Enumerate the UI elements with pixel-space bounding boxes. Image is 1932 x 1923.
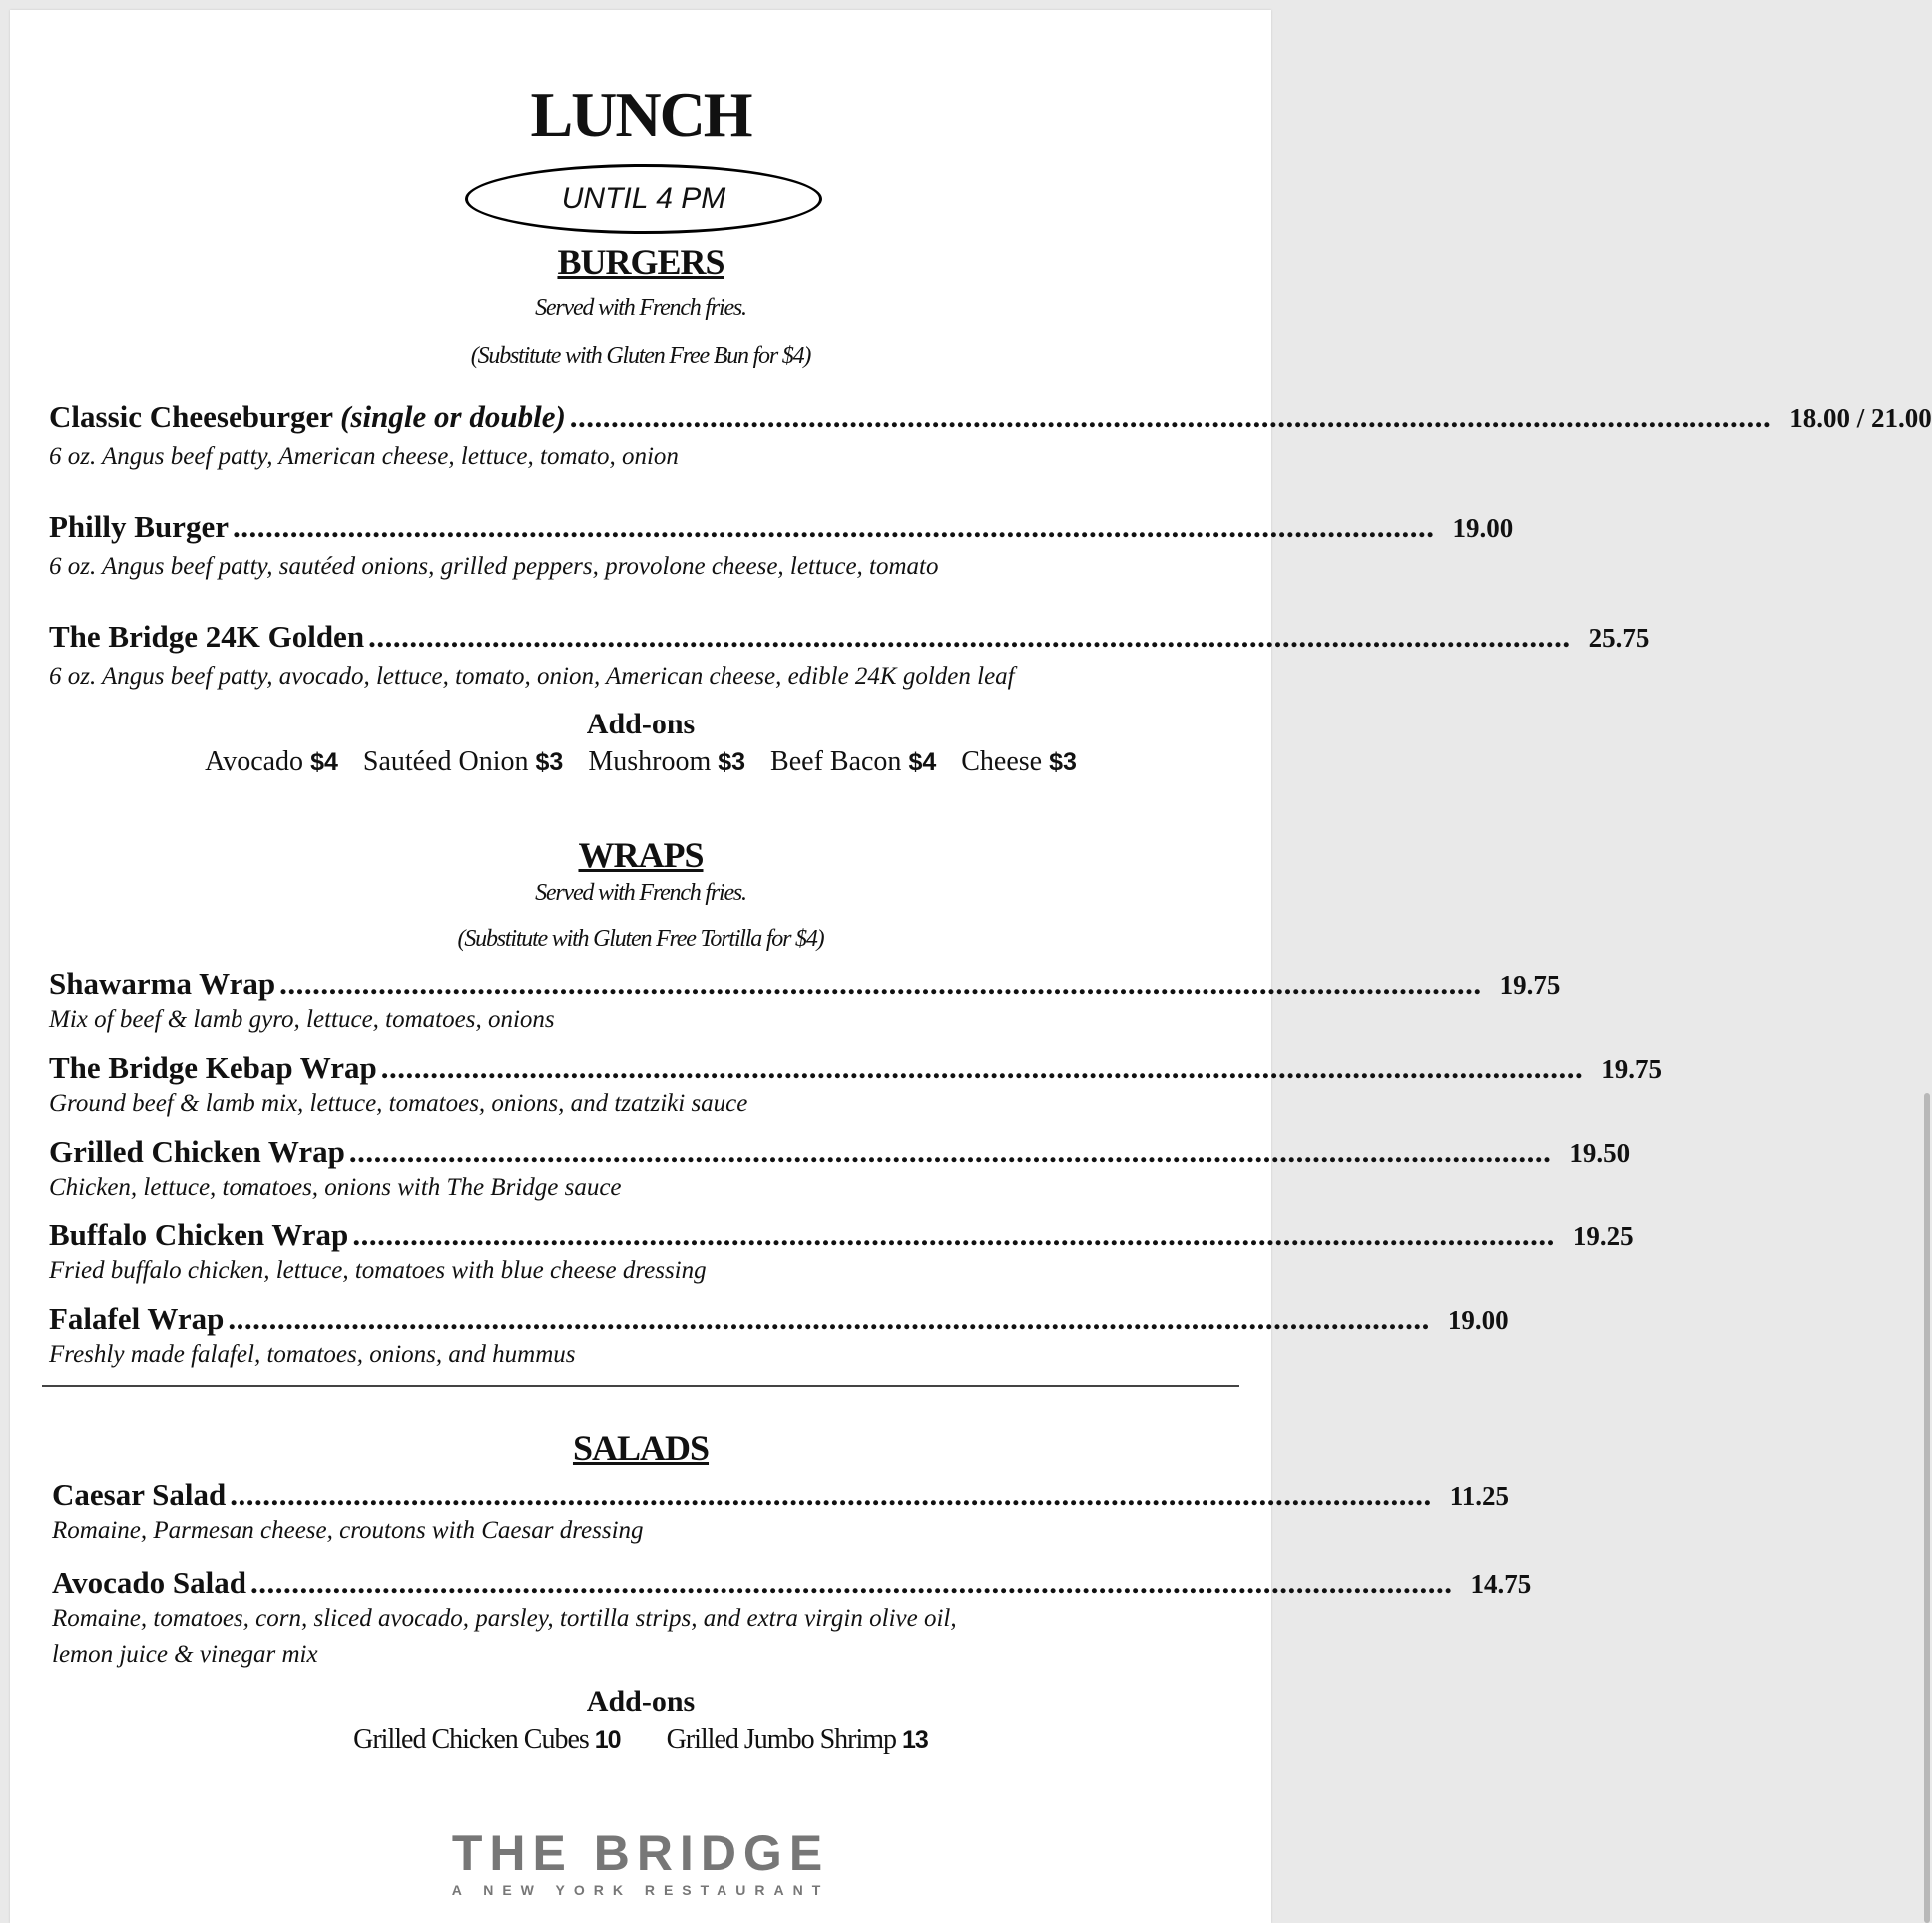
leader-dots: .................................................................................................................................................. — [368, 619, 1571, 654]
leader-dots: .................................................................................................................................................. — [279, 966, 1482, 1001]
page-title: LUNCH — [530, 79, 751, 150]
salads-addons-heading: Add-ons — [586, 1685, 696, 1718]
leader-dots: .................................................................................................................................................. — [569, 399, 1772, 434]
item-price: 11.25 — [1449, 1481, 1510, 1511]
salads-addons-list — [10, 1724, 1271, 1756]
leader-dots: .................................................................................................................................................. — [232, 509, 1435, 544]
burgers-addons-list — [10, 746, 1271, 778]
item-description: Chicken, lettuce, tomatoes, onions with The Bridge sauce — [49, 1174, 622, 1201]
wraps-heading: WRAPS — [578, 835, 704, 875]
item-description: 6 oz. Angus beef patty, avocado, lettuce, tomato, onion, American cheese, edible 24K golden leaf — [49, 663, 1015, 690]
salads-heading: SALADS — [572, 1428, 710, 1468]
item-price: 19.00 — [1452, 513, 1514, 543]
item-description: Romaine, Parmesan cheese, croutons with Caesar dressing — [52, 1517, 644, 1544]
item-description: Romaine, tomatoes, corn, sliced avocado, parsley, tortilla strips, and extra virgin olive oil, — [52, 1605, 957, 1632]
item-price: 14.75 — [1470, 1569, 1532, 1599]
item-price: 19.25 — [1572, 1221, 1634, 1251]
leader-dots: .................................................................................................................................................. — [352, 1217, 1555, 1252]
item-description: Fried buffalo chicken, lettuce, tomatoes with blue cheese dressing — [49, 1257, 707, 1284]
item-name: Shawarma Wrap — [49, 966, 276, 1001]
addon-name: Grilled Jumbo Shrimp — [666, 1724, 897, 1755]
wraps-note-gluten-free: (Substitute with Gluten Free Tortilla for $4) — [457, 926, 824, 952]
addon-name: Beef Bacon — [770, 746, 902, 777]
item-description: Freshly made falafel, tomatoes, onions, and hummus — [49, 1341, 576, 1368]
hours-label: UNTIL 4 PM — [561, 182, 726, 215]
addon-price: 13 — [902, 1726, 928, 1754]
item-price: 25.75 — [1588, 623, 1650, 653]
menu-item — [49, 966, 1561, 1038]
addon-name: Mushroom — [588, 746, 712, 777]
item-name-variant: (single or double) — [340, 399, 566, 434]
addon-price: $4 — [908, 748, 937, 776]
leader-dots: .................................................................................................................................................. — [228, 1301, 1430, 1336]
menu-page — [10, 10, 1932, 1923]
addon-name: Cheese — [961, 746, 1043, 777]
section-divider — [42, 1385, 1239, 1387]
addon-price: $3 — [535, 748, 564, 776]
burgers-note-gluten-free: (Substitute with Gluten Free Bun for $4) — [470, 343, 811, 369]
addon-name: Avocado — [205, 746, 304, 777]
item-price: 19.75 — [1499, 970, 1561, 1000]
item-description: Ground beef & lamb mix, lettuce, tomatoes, onions, and tzatziki sauce — [49, 1090, 748, 1117]
addon-name: Sautéed Onion — [362, 746, 529, 777]
menu-item — [49, 509, 1514, 585]
leader-dots: .................................................................................................................................................. — [230, 1477, 1432, 1512]
leader-dots: .................................................................................................................................................. — [348, 1134, 1552, 1169]
item-description: 6 oz. Angus beef patty, American cheese, lettuce, tomato, onion — [49, 443, 679, 470]
addon-price: 10 — [594, 1726, 621, 1754]
item-description-cont: lemon juice & vinegar mix — [52, 1641, 318, 1668]
menu-item — [49, 1134, 1631, 1205]
vertical-scrollbar[interactable] — [1924, 1093, 1930, 1923]
item-name: Philly Burger — [49, 509, 229, 544]
wraps-note-fries: Served with French fries. — [535, 880, 746, 906]
menu-item — [52, 1477, 1510, 1549]
menu-item — [49, 1217, 1634, 1289]
item-price: 19.75 — [1601, 1054, 1662, 1084]
item-name: The Bridge 24K Golden — [49, 619, 365, 654]
item-description: 6 oz. Angus beef patty, sautéed onions, grilled peppers, provolone cheese, lettuce, tomato — [49, 553, 939, 580]
addon-price: $3 — [1049, 748, 1077, 776]
item-name: Caesar Salad — [52, 1477, 227, 1512]
menu-item — [49, 399, 1932, 475]
leader-dots: .................................................................................................................................................. — [249, 1565, 1453, 1600]
logo-wordmark: THE BRIDGE — [451, 1825, 830, 1881]
burgers-heading: BURGERS — [557, 242, 724, 282]
hours-badge — [465, 164, 822, 234]
item-name: Buffalo Chicken Wrap — [49, 1217, 349, 1252]
addon-name: Grilled Chicken Cubes — [353, 1724, 589, 1755]
item-description: Mix of beef & lamb gyro, lettuce, tomatoes, onions — [49, 1006, 555, 1033]
item-name: Classic Cheeseburger (single or double) — [49, 399, 566, 434]
item-name: Avocado Salad — [52, 1565, 246, 1600]
menu-item — [49, 1301, 1509, 1373]
item-price: 19.50 — [1569, 1138, 1631, 1168]
item-name: The Bridge Kebap Wrap — [49, 1050, 377, 1085]
menu-item — [52, 1565, 1532, 1673]
menu-item — [49, 619, 1650, 695]
burgers-note-fries: Served with French fries. — [535, 295, 746, 321]
item-name: Grilled Chicken Wrap — [49, 1134, 345, 1169]
burgers-addons-heading: Add-ons — [586, 708, 696, 740]
menu-item — [49, 1050, 1662, 1122]
restaurant-logo — [10, 1825, 1271, 1898]
addon-price: $3 — [718, 748, 746, 776]
item-name: Falafel Wrap — [49, 1301, 225, 1336]
item-price: 19.00 — [1447, 1305, 1509, 1335]
logo-tagline: A NEW YORK RESTAURANT — [451, 1882, 830, 1898]
addon-price: $4 — [310, 748, 338, 776]
leader-dots: .................................................................................................................................................. — [380, 1050, 1584, 1085]
item-price: 18.00 / 21.00 — [1789, 403, 1932, 433]
